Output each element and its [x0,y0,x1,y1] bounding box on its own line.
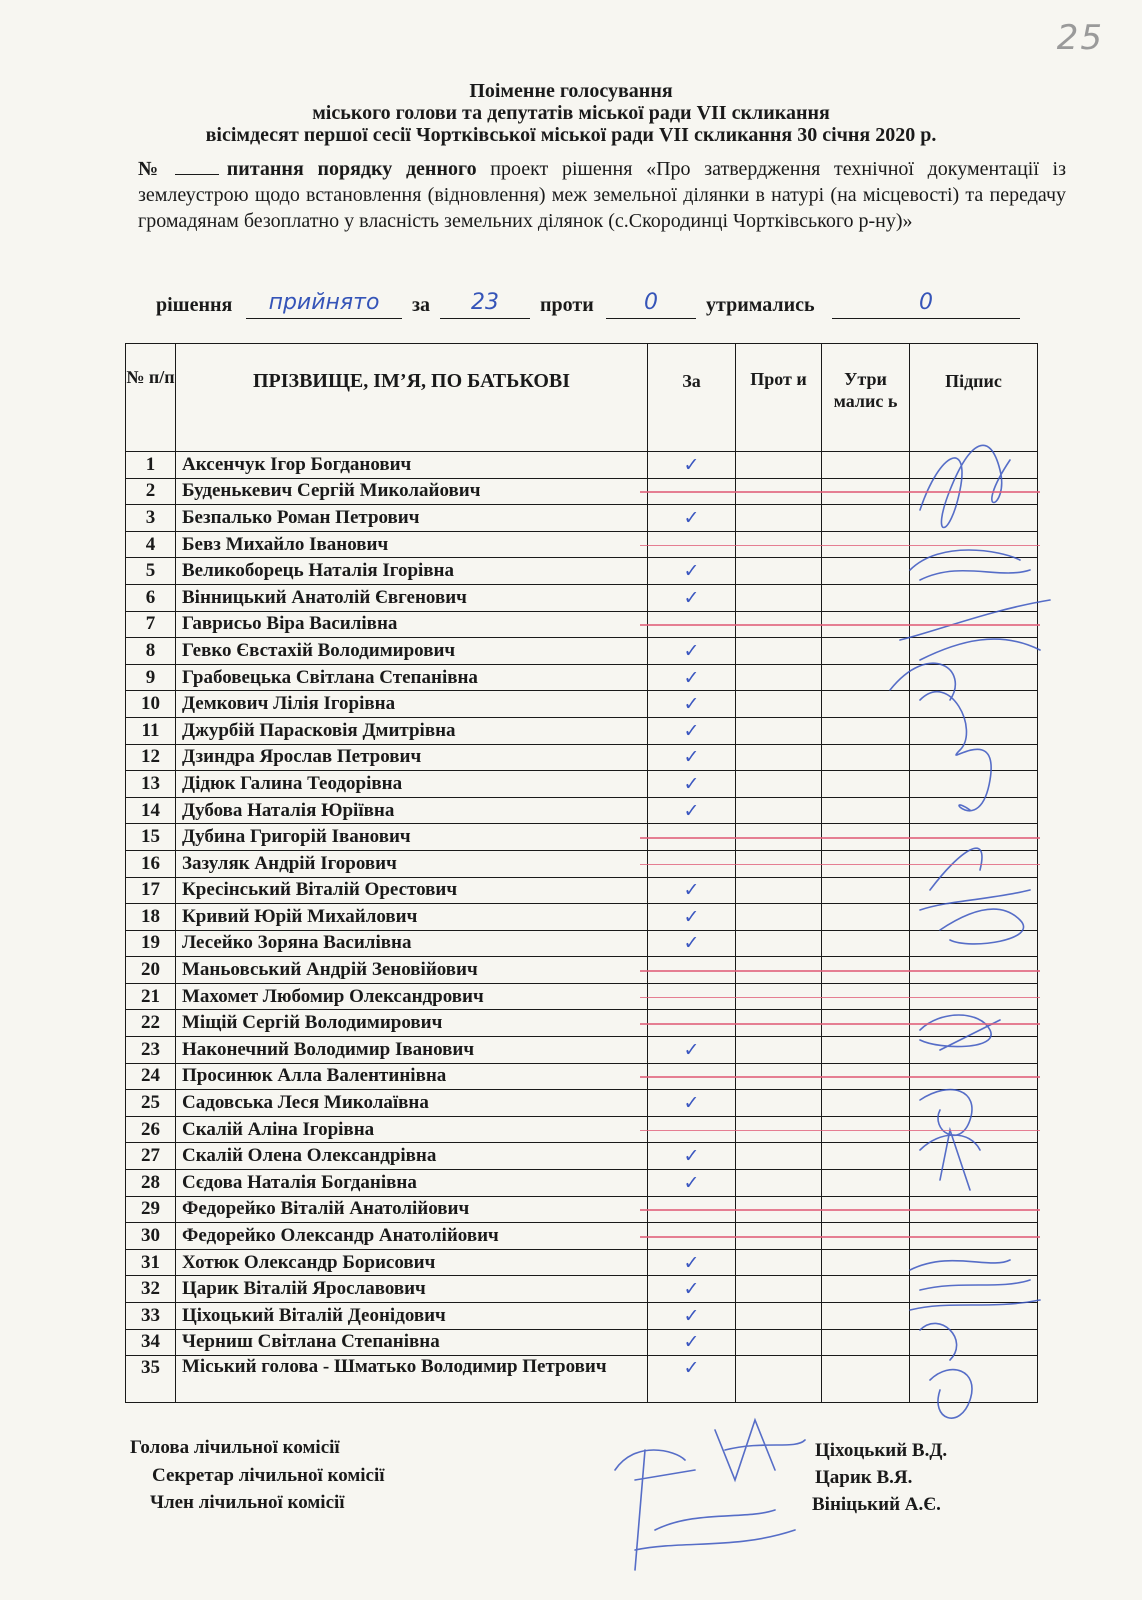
member-name: Дзиндра Ярослав Петрович [176,744,648,771]
row-number: 8 [126,638,176,665]
member-name: Сєдова Наталія Богданівна [176,1170,648,1197]
row-number: 15 [126,824,176,851]
member-name: Царик Віталій Ярославович [176,1276,648,1303]
vote-against-cell [736,744,822,771]
vote-for-cell [648,1329,736,1356]
vote-against-cell [736,904,822,931]
absent-strike-line [640,624,1040,626]
vote-against-cell [736,1329,822,1356]
member-name: Федорейко Олександр Анатолійович [176,1223,648,1250]
vote-for-cell [648,638,736,665]
vote-for-cell [648,717,736,744]
member-name: Великоборець Наталія Ігорівна [176,558,648,585]
col-header-for: За [648,344,736,452]
absent-strike-line [640,491,1040,493]
col-header-name: ПРІЗВИЩЕ, ІМ’Я, ПО БАТЬКОВІ [176,344,648,452]
vote-against-cell [736,1170,822,1197]
vote-for-cell [648,771,736,798]
check-mark-icon: ✓ [683,1038,700,1061]
row-number: 13 [126,771,176,798]
member-name: Ціхоцький Віталій Деонідович [176,1303,648,1330]
vote-for-cell [648,1276,736,1303]
check-mark-icon: ✓ [683,799,700,822]
vote-for-cell [648,1303,736,1330]
member-name: Скалій Олена Олександрівна [176,1143,648,1170]
vote-for-cell [648,877,736,904]
member-name: Міський голова - Шматько Володимир Петрович [176,1356,648,1403]
row-number: 34 [126,1329,176,1356]
member-name: Безпалько Роман Петрович [176,505,648,532]
vote-against-cell [736,771,822,798]
vote-against-cell [736,505,822,532]
col-header-abstained: Утри малис ь [822,344,910,452]
member-name: Кривий Юрій Михайлович [176,904,648,931]
secretary-label: Секретар лічильної комісії [152,1465,385,1486]
vote-for-cell [648,691,736,718]
member-name: Аксенчук Ігор Богданович [176,452,648,479]
vote-against-cell [736,638,822,665]
absent-strike-line [640,864,1040,866]
col-header-against: Прот и [736,344,822,452]
commission-signatures [575,1410,835,1590]
vote-against-cell [736,1356,822,1403]
vote-against-cell [736,1143,822,1170]
row-number: 7 [126,611,176,638]
row-number: 28 [126,1170,176,1197]
vote-against-cell [736,1276,822,1303]
member-name: Кресінський Віталій Орестович [176,877,648,904]
row-number: 35 [126,1356,176,1403]
absent-strike-line [640,1209,1040,1211]
vote-against-cell [736,1037,822,1064]
member-name: Просинюк Алла Валентинівна [176,1063,648,1090]
vote-against-cell [736,930,822,957]
row-number: 5 [126,558,176,585]
col-header-signature: Підпис [910,344,1038,452]
member-name: Бевз Михайло Іванович [176,531,648,558]
vote-against-cell [736,1249,822,1276]
row-number: 19 [126,930,176,957]
vote-for-cell [648,1143,736,1170]
agenda-text: проект рішення «Про затвердження технічної документації із землеустрою щодо встановлення (відновлення) меж земельної ділянки в натурі (на місцевості) та передачу громадянам безоплатно у власність земельних ділянок (с.Скородинці Чортківського р-ну)» [138,158,1067,232]
row-number: 31 [126,1249,176,1276]
row-number: 23 [126,1037,176,1064]
signatures-column [880,430,1070,1430]
check-mark-icon: ✓ [683,453,700,476]
row-number: 32 [126,1276,176,1303]
header-session: вісімдесят першої сесії Чортківської міської ради VII скликання 30 січня 2020 р. [205,124,937,146]
chair-label: Голова лічильної комісії [130,1437,340,1458]
member-name: Демкович Лілія Ігорівна [176,691,648,718]
check-mark-icon: ✓ [683,932,700,955]
check-mark-icon: ✓ [683,1304,700,1327]
decision-line [156,290,1056,320]
member-label: Член лічильної комісії [150,1492,345,1513]
row-number: 25 [126,1090,176,1117]
member-name: Маньовський Андрій Зеновійович [176,957,648,984]
row-number: 3 [126,505,176,532]
member-name: Зазуляк Андрій Ігорович [176,850,648,877]
member-name: Джурбій Парасковія Дмитрівна [176,717,648,744]
check-mark-icon: ✓ [683,905,700,928]
vote-for-cell [648,584,736,611]
row-number: 6 [126,584,176,611]
vote-against-cell [736,1090,822,1117]
chair-name: Ціхоцький В.Д. [815,1440,948,1461]
check-mark-icon: ✓ [683,879,700,902]
row-number: 22 [126,1010,176,1037]
decision-value: прийнято [246,290,402,319]
absent-strike-line [640,970,1040,972]
document-header [0,80,1142,146]
abstained-label: утримались [706,294,815,316]
check-mark-icon: ✓ [683,1331,700,1354]
check-mark-icon: ✓ [683,746,700,769]
row-number: 29 [126,1196,176,1223]
header-subtitle: міського голови та депутатів міської ради VII скликання [312,102,830,124]
vote-for-cell [648,664,736,691]
row-number: 4 [126,531,176,558]
vote-against-cell [736,558,822,585]
member-name: Лесейко Зоряна Василівна [176,930,648,957]
agenda-item [138,156,1066,234]
vote-against-cell [736,1303,822,1330]
against-label: проти [540,294,594,316]
header-title: Поіменне голосування [469,80,673,102]
check-mark-icon: ✓ [683,772,700,795]
row-number: 30 [126,1223,176,1250]
row-number: 17 [126,877,176,904]
check-mark-icon: ✓ [683,719,700,742]
vote-for-cell [648,904,736,931]
agenda-label: питання порядку денного [226,158,477,180]
member-name: Грабовецька Світлана Степанівна [176,664,648,691]
absent-strike-line [640,1236,1040,1238]
check-mark-icon: ✓ [683,639,700,662]
for-label: за [412,294,431,316]
agenda-number-blank [175,156,219,175]
row-number: 9 [126,664,176,691]
member-name: Буденькевич Сергій Миколайович [176,478,648,505]
vote-for-cell [648,452,736,479]
vote-for-cell [648,744,736,771]
vote-against-cell [736,717,822,744]
vote-for-cell [648,1037,736,1064]
vote-against-cell [736,664,822,691]
member-name: Наконечний Володимир Іванович [176,1037,648,1064]
vote-for-cell [648,1170,736,1197]
member-name: Федорейко Віталій Анатолійович [176,1196,648,1223]
check-mark-icon: ✓ [683,666,700,689]
member-name: Вінницький Анатолій Євгенович [176,584,648,611]
row-number: 2 [126,478,176,505]
member-name: Хотюк Олександр Борисович [176,1249,648,1276]
absent-strike-line [640,1130,1040,1132]
row-number: 11 [126,717,176,744]
row-number: 14 [126,797,176,824]
member-name: Дубова Наталія Юріївна [176,797,648,824]
decision-label: рішення [156,294,233,316]
vote-for-cell [648,1249,736,1276]
vote-for-cell [648,1356,736,1403]
member-name: Гаврисьо Віра Василівна [176,611,648,638]
member-name: Вініцький А.Є. [812,1494,941,1515]
row-number: 21 [126,983,176,1010]
check-mark-icon: ✓ [683,586,700,609]
member-name: Міщій Сергій Володимирович [176,1010,648,1037]
agenda-number-label: № [138,158,167,180]
absent-strike-line [640,1076,1040,1078]
col-header-num: № п/п [126,344,176,452]
absent-strike-line [640,1023,1040,1025]
member-name: Садовська Леся Миколаївна [176,1090,648,1117]
vote-against-cell [736,691,822,718]
row-number: 20 [126,957,176,984]
vote-for-cell [648,930,736,957]
check-mark-icon: ✓ [683,1357,700,1380]
row-number: 33 [126,1303,176,1330]
absent-strike-line [640,997,1040,999]
row-number: 12 [126,744,176,771]
row-number: 1 [126,452,176,479]
member-name: Дубина Григорій Іванович [176,824,648,851]
vote-against-cell [736,877,822,904]
member-name: Гевко Євстахій Володимирович [176,638,648,665]
check-mark-icon: ✓ [683,1145,700,1168]
absent-strike-line [640,837,1040,839]
row-number: 24 [126,1063,176,1090]
vote-against-cell [736,797,822,824]
row-number: 18 [126,904,176,931]
row-number: 10 [126,691,176,718]
member-name: Скалій Аліна Ігорівна [176,1116,648,1143]
page-number: 25 [1056,18,1104,58]
row-number: 27 [126,1143,176,1170]
vote-for-cell [648,1090,736,1117]
vote-for-cell [648,797,736,824]
vote-for-cell [648,505,736,532]
member-name: Черниш Світлана Степанівна [176,1329,648,1356]
abstained-value: 0 [832,290,1020,319]
vote-against-cell [736,584,822,611]
check-mark-icon: ✓ [683,1171,700,1194]
check-mark-icon: ✓ [683,1278,700,1301]
check-mark-icon: ✓ [683,693,700,716]
row-number: 26 [126,1116,176,1143]
absent-strike-line [640,545,1040,547]
check-mark-icon: ✓ [683,560,700,583]
secretary-name: Царик В.Я. [815,1467,913,1488]
member-name: Махомет Любомир Олександрович [176,983,648,1010]
for-value: 23 [440,290,530,319]
member-name: Дідюк Галина Теодорівна [176,771,648,798]
row-number: 16 [126,850,176,877]
vote-against-cell [736,452,822,479]
check-mark-icon: ✓ [683,1092,700,1115]
check-mark-icon: ✓ [683,1251,700,1274]
against-value: 0 [606,290,696,319]
vote-for-cell [648,558,736,585]
check-mark-icon: ✓ [683,506,700,529]
